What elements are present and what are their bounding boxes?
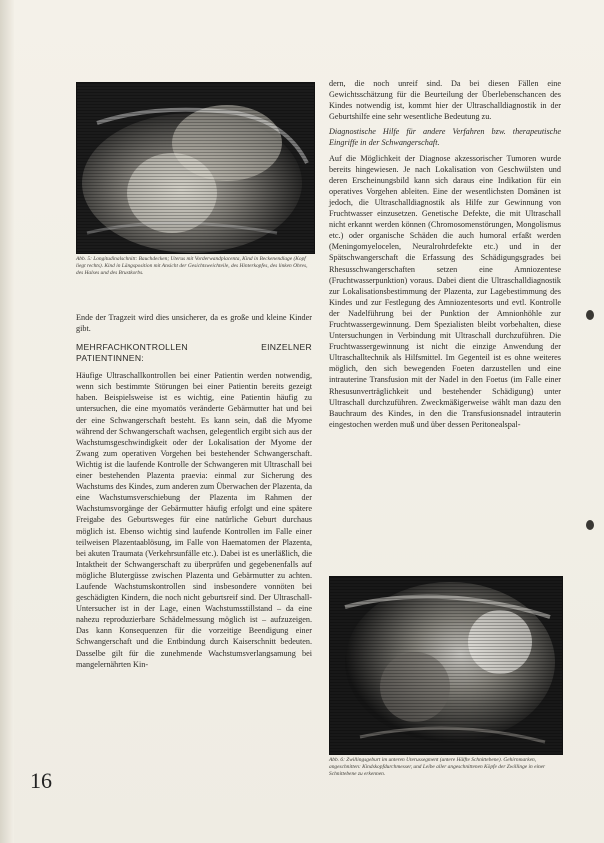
left-column [76,312,312,674]
binder-hole-mark [586,310,594,320]
figure-2-caption: Abb. 6: Zwillingsgeburt im unteren Uterussegment (untere Hälfte Schnittebene). Gehirnmarken, angeschnitten: Kindskopfdurchmesser, und Leibe aller angeschnittenen Köpfe der Zwillinge in einer Schnittebene zu erkennen. [329,757,546,778]
right-subheading: Diagnostische Hilfe für andere Verfahren bzw. therapeutische Eingriffe in der Schwangerschaft. [329,127,561,148]
right-continuation-paragraph: dern, die noch unreif sind. Da bei diesen Fällen eine Gewichtsschätzung für die Beurteilung der Überlebenschancen des Kindes notwendig ist, kommt hier der Ultraschalldiagnostik in der Geburtshilfe eine sehr wesentliche Bedeutung zu. [329,79,561,122]
page-number: 16 [30,768,52,793]
binder-hole-mark [586,520,594,530]
section-heading: MEHRFACHKONTROLLEN EINZELNER PATIENTINNEN: [76,342,312,364]
ultrasound-figure-1 [76,82,315,254]
page-edge [0,0,14,843]
figure-1-caption: Abb. 5: Longitudinalschnitt: Bauchdecken; Uterus mit Vorderwandplacenta, Kind in Beckenendlage (Kopf liegt rechts). Kind in Längsposition mit Ansicht der Gesichtsweichteile, des Hinterkopfes, des linken Ohres, des Halses und des Brustkorbs. [76,256,308,277]
left-intro-paragraph: Ende der Tragzeit wird dies unsicherer, da es große und kleine Kinder gibt. [76,313,312,334]
ultrasound-figure-2 [329,576,563,755]
right-body-paragraph: Auf die Möglichkeit der Diagnose akzessorischer Tumoren wurde bereits hingewiesen. Je nach Lokalisation von Geschwülsten und deren Erscheinungsbild kann sich daraus eine Indikation für ein operatives Vorgehen ableiten. Eine der wesentlichsten Domänen ist jedoch, die Ultraschalldiagnostik als Hilfe zur Gewinnung von Fruchtwasser einzusetzen. Genetische Defekte, die mit Ultraschall nicht erkannt werden können (Chromosomenstörungen, Mongolismus etc.) oder organische Schäden die auch humoral erfaßt werden (Meningomyelocelen, Neuralrohrdefekte etc.) und in der Spätschwangerschaft die Erfassung des Schädigungsgrades bei Rhesusschwangerschaften setzen eine Amniozentese (Fruchtwasserpunktion) voraus. Dabei dient die Ultraschalldiagnostik zur Lokalisationsbestimmung der Plazenta, zur Lagebestimmung des Kindes und zur Festlegung des Amniozentesorts und evtl. Kontrolle der Nadelführung bei der Punktion der Amnionhöhle zur Fruchtwassergewinnung. Dem Spezialisten bleibt vorbehalten, diese Untersuchungen in Verbindung mit Ultraschall durchzuführen. Die Fruchtwassergewinnung ist nicht die einzige Anwendung der Ultraschalltechnik als Hilfsmittel. Im Gegenteil ist es ohne weiteres möglich, den sich bewegenden Foeten darzustellen und eine intrauterine Transfusion mit der Nadel in den Foetus (im Falle einer Rhesusunverträglichkeit und bestehender Schädigung) unter Ultraschall durchzuführen. Zweckmäßigerweise wählt man dazu den Bauchraum des Kindes, in den die Transfusionsnadel intrauterin eingestochen werden muß und über dessen Peritonealspal- [329,153,561,429]
left-body-paragraph: Häufige Ultraschallkontrollen bei einer Patientin werden notwendig, wenn sich bestimmte Störungen bei einer Patientin bereits gezeigt haben. Beispielsweise ist es wichtig, eine Patientin häufig zu untersuchen, die eine myomatös veränderte Gebärmutter hat und bei der eine Schwangerschaft besteht. Es kann sein, daß die Myome während der Schwangerschaft wachsen, gelegentlich ergibt sich aus der Wachstumsgeschwindigkeit oder der Lokalisation der Myome der Zwang zum operativen Vorgehen bei bestehender Schwangerschaft. Wichtig ist die laufende Kontrolle der Schwangeren mit Ultraschall bei einer bestehenden Plazenta praevia: einmal zur Sicherung des Wachstums des Kindes, zum anderen zum Überwachen der Plazenta, da eine Wachstumsverschiebung der Plazenta im Rahmen der Wachstumsvorgänge der Gebärmutter häufig erfolgt und eine spätere Freigabe des Geburtsweges für eine natürliche Geburt durchaus möglich ist. Ebenso wichtig sind laufende Kontrollen im Falle einer teilweisen Plazentaablösung, im Falle von Haematomen der Plazenta, bei akuten Traumata (Verkehrsunfälle etc.). Dabei ist es unerläßlich, die Intaktheit der Schwangerschaft zu überprüfen und gegebenenfalls auf mögliche Blutergüsse zwischen Plazenta und Gebärmutter zu achten. Laufende Wachstumskontrollen sind insbesondere vonnöten bei geschädigten Kindern, die noch nicht geburtsreif sind. Der Ultraschall-Untersucher ist in der Lage, einen Wachstumsstillstand – da eine nahezu reproduzierbare Schädelmessung möglich ist – aufzuzeigen. Das kann Konsequenzen für die vorzeitige Beendigung einer Schwangerschaft und die Entbindung durch Kaiserschnitt bedeuten. Dasselbe gilt für die zunehmende Wachstumsverlangsamung bei mangelernährten Kin- [76,371,312,669]
right-column [329,78,561,434]
